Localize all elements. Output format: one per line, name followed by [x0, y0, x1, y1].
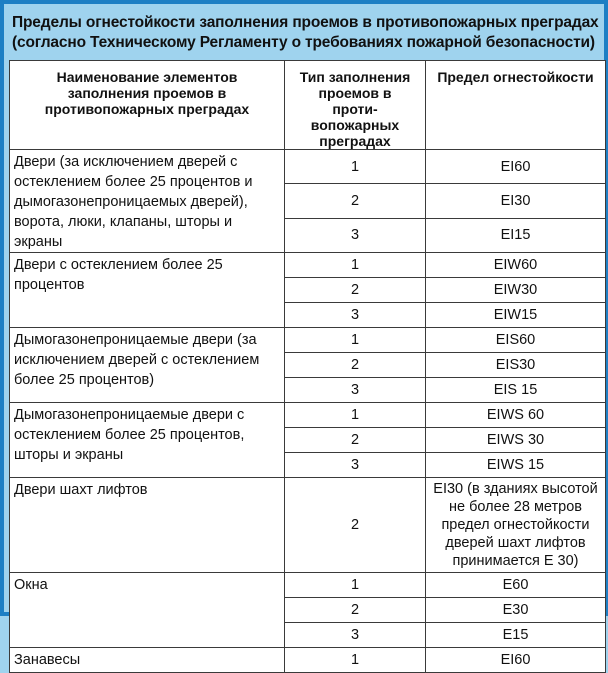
- fire-limit-cell: E15: [426, 623, 606, 648]
- fire-limit-cell: EIS 15: [426, 378, 606, 403]
- fire-resistance-table: [9, 60, 606, 673]
- fill-type-cell: 1: [285, 253, 426, 278]
- header-fill-type: Тип заполнения проемов в проти- вопожарных преградах: [285, 61, 426, 150]
- element-name-cell: Двери с остеклением более 25 процентов: [10, 253, 285, 328]
- fill-type-cell: 2: [285, 278, 426, 303]
- fire-limit-cell: EIW30: [426, 278, 606, 303]
- table-row: [10, 328, 606, 353]
- fire-limit-cell: EIW60: [426, 253, 606, 278]
- fire-limit-cell: E30: [426, 598, 606, 623]
- table-row: [10, 478, 606, 573]
- fill-type-cell: 3: [285, 218, 426, 252]
- fire-limit-cell: EI60: [426, 648, 606, 673]
- fill-type-cell: 1: [285, 648, 426, 673]
- fire-limit-cell: EI30: [426, 184, 606, 218]
- fire-limit-cell: EIWS 60: [426, 403, 606, 428]
- fill-type-cell: 1: [285, 403, 426, 428]
- fill-type-cell: 2: [285, 184, 426, 218]
- fill-type-cell: 3: [285, 453, 426, 478]
- fire-limit-cell: EI15: [426, 218, 606, 252]
- fill-type-cell: 2: [285, 353, 426, 378]
- table-header-row: [10, 61, 606, 150]
- table-body: [10, 150, 606, 673]
- fire-limit-cell: EIWS 30: [426, 428, 606, 453]
- fill-type-cell: 2: [285, 428, 426, 453]
- element-name-cell: Двери шахт лифтов: [10, 478, 285, 573]
- fire-limit-cell: EI60: [426, 150, 606, 184]
- fill-type-cell: 3: [285, 303, 426, 328]
- element-name-cell: Дымогазонепроницаемые двери (за исключением дверей с остеклением более 25 процентов): [10, 328, 285, 403]
- fill-type-cell: 2: [285, 478, 426, 573]
- table-row: [10, 573, 606, 598]
- fire-limit-cell: EIS60: [426, 328, 606, 353]
- document-title: Пределы огнестойкости заполнения проемов в противопожарных преградах (согласно Техническому Регламенту о требованиях пожарной безопасности): [12, 14, 599, 51]
- fire-limit-cell: EIWS 15: [426, 453, 606, 478]
- table-row: [10, 648, 606, 673]
- element-name-cell: Занавесы: [10, 648, 285, 673]
- element-name-cell: Двери (за исключением дверей с остеклением более 25 процентов и дымогазонепроницаемых дверей), ворота, люки, клапаны, шторы и экраны: [10, 150, 285, 253]
- fill-type-cell: 3: [285, 623, 426, 648]
- table-row: [10, 150, 606, 184]
- element-name-cell: Окна: [10, 573, 285, 648]
- header-fire-limit: Предел огнестойкости: [426, 61, 606, 150]
- fire-limit-cell: EI30 (в зданиях высотой не более 28 метров предел огнестойкости дверей шахт лифтов принимается Е 30): [426, 478, 606, 573]
- fill-type-cell: 1: [285, 573, 426, 598]
- fill-type-cell: 1: [285, 328, 426, 353]
- fill-type-cell: 1: [285, 150, 426, 184]
- element-name-cell: Дымогазонепроницаемые двери с остеклением более 25 процентов, шторы и экраны: [10, 403, 285, 478]
- table-row: [10, 253, 606, 278]
- table-row: [10, 403, 606, 428]
- fire-limit-cell: E60: [426, 573, 606, 598]
- fill-type-cell: 2: [285, 598, 426, 623]
- header-element-name: Наименование элементов заполнения проемов в противопожарных преградах: [10, 61, 285, 150]
- fire-limit-cell: EIW15: [426, 303, 606, 328]
- fire-limit-cell: EIS30: [426, 353, 606, 378]
- fill-type-cell: 3: [285, 378, 426, 403]
